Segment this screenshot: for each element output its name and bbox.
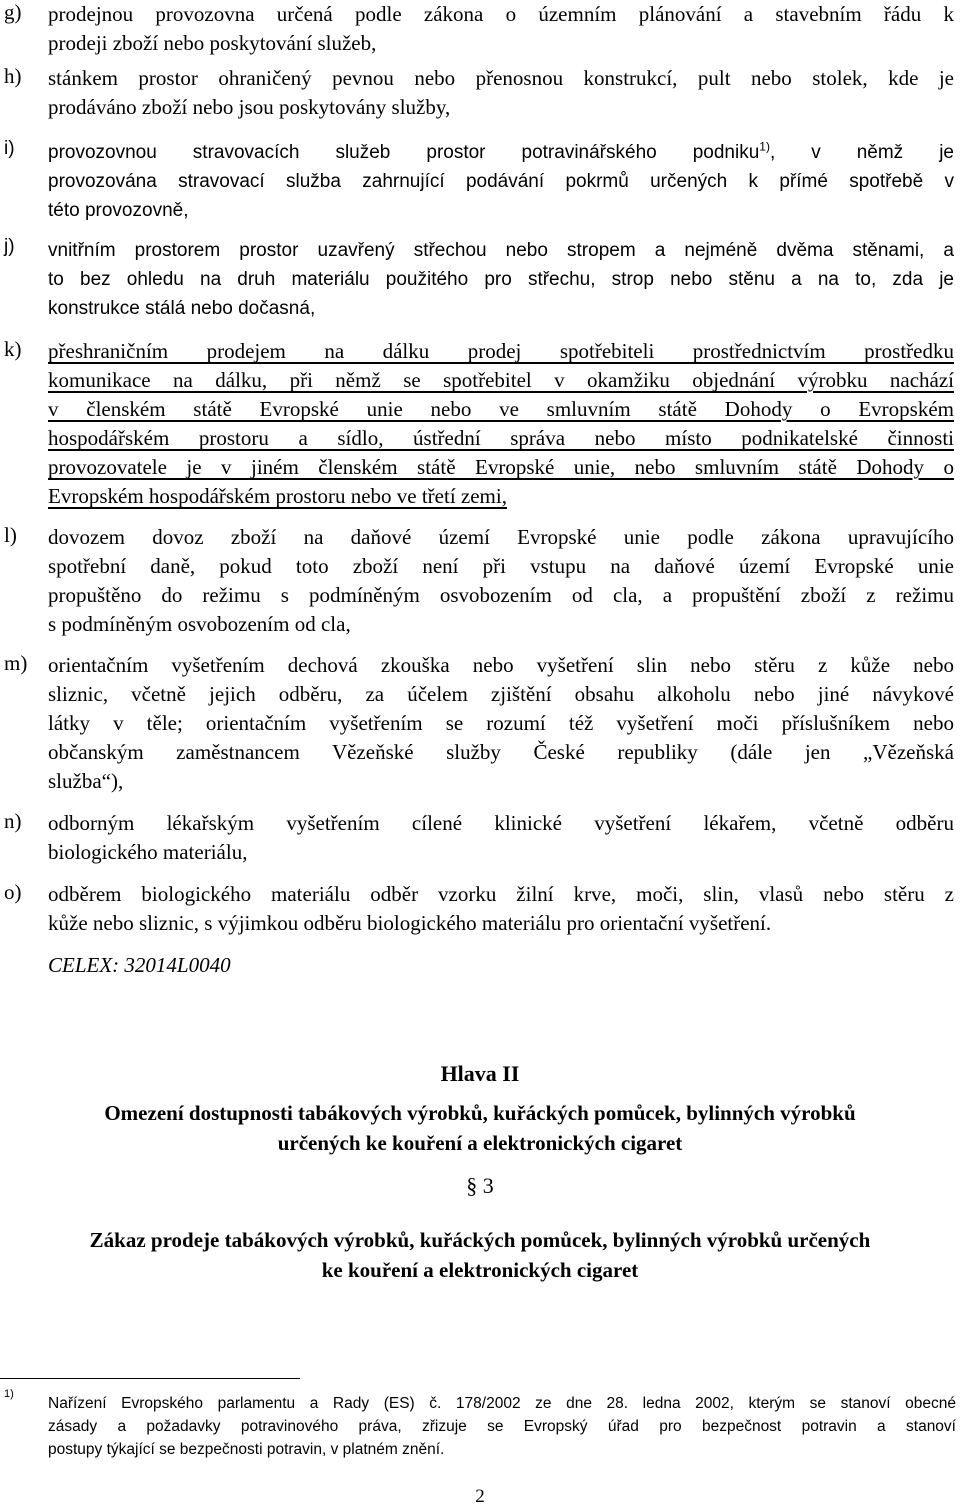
paragraph-sign: § 3 <box>466 1173 494 1198</box>
item-letter: g) <box>4 0 22 24</box>
item-line: vnitřním prostorem prostor uzavřený střechou nebo stropem a nejméně dvěma stěnami, a <box>48 240 954 261</box>
inserted-text: hospodářském prostoru a sídlo, ústřední správa nebo místo podnikatelské činnosti <box>48 426 954 450</box>
page-number: 2 <box>475 1486 485 1507</box>
inserted-text: v členském státě Evropské unie nebo ve smluvním státě Dohody o Evropském <box>48 397 954 421</box>
item-line: konstrukce stálá nebo dočasná, <box>48 298 316 319</box>
section-title-line-2: ke kouření a elektronických cigaret <box>321 1258 639 1282</box>
item-line: sliznic, včetně jejich odběru, za účelem zjištění obsahu alkoholu nebo jiné návykové <box>48 682 954 706</box>
item-line: provozována stravovací služba zahrnující podávání pokrmů určených k přímé spotřebě v <box>48 171 954 192</box>
celex-reference: CELEX: 32014L0040 <box>48 953 231 977</box>
item-line: služba“), <box>48 769 124 793</box>
chapter-title-line-2: určených ke kouření a elektronických cigaret <box>277 1131 683 1155</box>
footnote-line: zásady a požadavky potravinového práva, zřizuje se Evropský úřad pro bezpečnost potravin a stanoví <box>48 1418 956 1435</box>
item-line: stánkem prostor ohraničený pevnou nebo přenosnou konstrukcí, pult nebo stolek, kde je <box>48 66 954 90</box>
footnote-line: postupy týkající se bezpečnosti potravin, v platném znění. <box>48 1441 445 1458</box>
item-line: spotřební daně, pokud toto zboží není při vstupu na daňové území Evropské unie <box>48 554 954 578</box>
item-letter: j) <box>4 236 15 257</box>
item-line <box>48 424 954 453</box>
inserted-text: provozovatele je v jiném členském státě Evropské unie, nebo smluvním státě Dohody o <box>48 455 954 479</box>
item-line: propuštěno do režimu s podmíněným osvobozením od cla, a propuštění zboží z režimu <box>48 583 954 607</box>
chapter-heading: Hlava II <box>440 1061 520 1086</box>
item-line: kůže nebo sliznic, s výjimkou odběru biologického materiálu pro orientační vyšetření. <box>48 911 772 935</box>
inserted-text: přeshraničním prodejem na dálku prodej spotřebiteli prostřednictvím prostředku <box>48 339 954 363</box>
item-letter: n) <box>4 809 22 833</box>
item-line: látky v těle; orientačním vyšetřením se rozumí též vyšetření moči příslušníkem nebo <box>48 711 954 735</box>
inserted-text: komunikace na dálku, při němž se spotřebitel v okamžiku objednání výrobku nachází <box>48 368 954 392</box>
inserted-text: Evropském hospodářském prostoru nebo ve třetí zemi, <box>48 484 507 508</box>
item-line <box>48 453 954 482</box>
item-line <box>48 395 954 424</box>
section-title-line-1: Zákaz prodeje tabákových výrobků, kuřáckých pomůcek, bylinných výrobků určených <box>89 1228 871 1252</box>
item-line <box>48 482 954 511</box>
item-line: této provozovně, <box>48 200 189 221</box>
item-line: orientačním vyšetřením dechová zkouška nebo vyšetření slin nebo stěru z kůže nebo <box>48 653 954 677</box>
item-line: to bez ohledu na druh materiálu použitého pro střechu, strop nebo stěnu a na to, zda je <box>48 269 954 290</box>
item-line: s podmíněným osvobozením od cla, <box>48 612 351 636</box>
item-text: , v němž je <box>769 142 954 163</box>
chapter-title-line-1: Omezení dostupnosti tabákových výrobků, kuřáckých pomůcek, bylinných výrobků <box>104 1101 856 1125</box>
item-line: prodáváno zboží nebo jsou poskytovány služby, <box>48 95 451 119</box>
item-line <box>48 337 954 366</box>
item-letter: m) <box>4 651 28 675</box>
item-letter: l) <box>4 523 17 547</box>
item-line: dovozem dovoz zboží na daňové území Evropské unie podle zákona upravujícího <box>48 525 954 549</box>
item-letter: i) <box>4 138 15 159</box>
item-line: odběrem biologického materiálu odběr vzorku žilní krve, moči, slin, vlasů nebo stěru z <box>48 882 954 906</box>
footnote-reference[interactable]: 1) <box>759 139 770 154</box>
item-text: provozovnou stravovacích služeb prostor potravinářského podniku <box>48 142 760 163</box>
item-letter: h) <box>4 64 22 88</box>
footnote-mark: 1) <box>4 1388 14 1400</box>
item-line: prodeji zboží nebo poskytování služeb, <box>48 31 377 55</box>
item-line: občanským zaměstnancem Vězeňské služby České republiky (dále jen „Vězeňská <box>48 740 954 764</box>
item-line: odborným lékařským vyšetřením cílené klinické vyšetření lékařem, včetně odběru <box>48 811 954 835</box>
item-line <box>48 366 954 395</box>
item-line-with-footnote <box>48 138 954 167</box>
item-letter: k) <box>4 337 22 361</box>
footnote-separator <box>0 1378 300 1379</box>
footnote-line: Nařízení Evropského parlamentu a Rady (ES) č. 178/2002 ze dne 28. ledna 2002, kterým se stanoví obecné <box>48 1395 956 1412</box>
item-letter: o) <box>4 880 22 904</box>
item-line: biologického materiálu, <box>48 840 248 864</box>
item-line: prodejnou provozovna určená podle zákona o územním plánování a stavebním řádu k <box>48 2 954 26</box>
